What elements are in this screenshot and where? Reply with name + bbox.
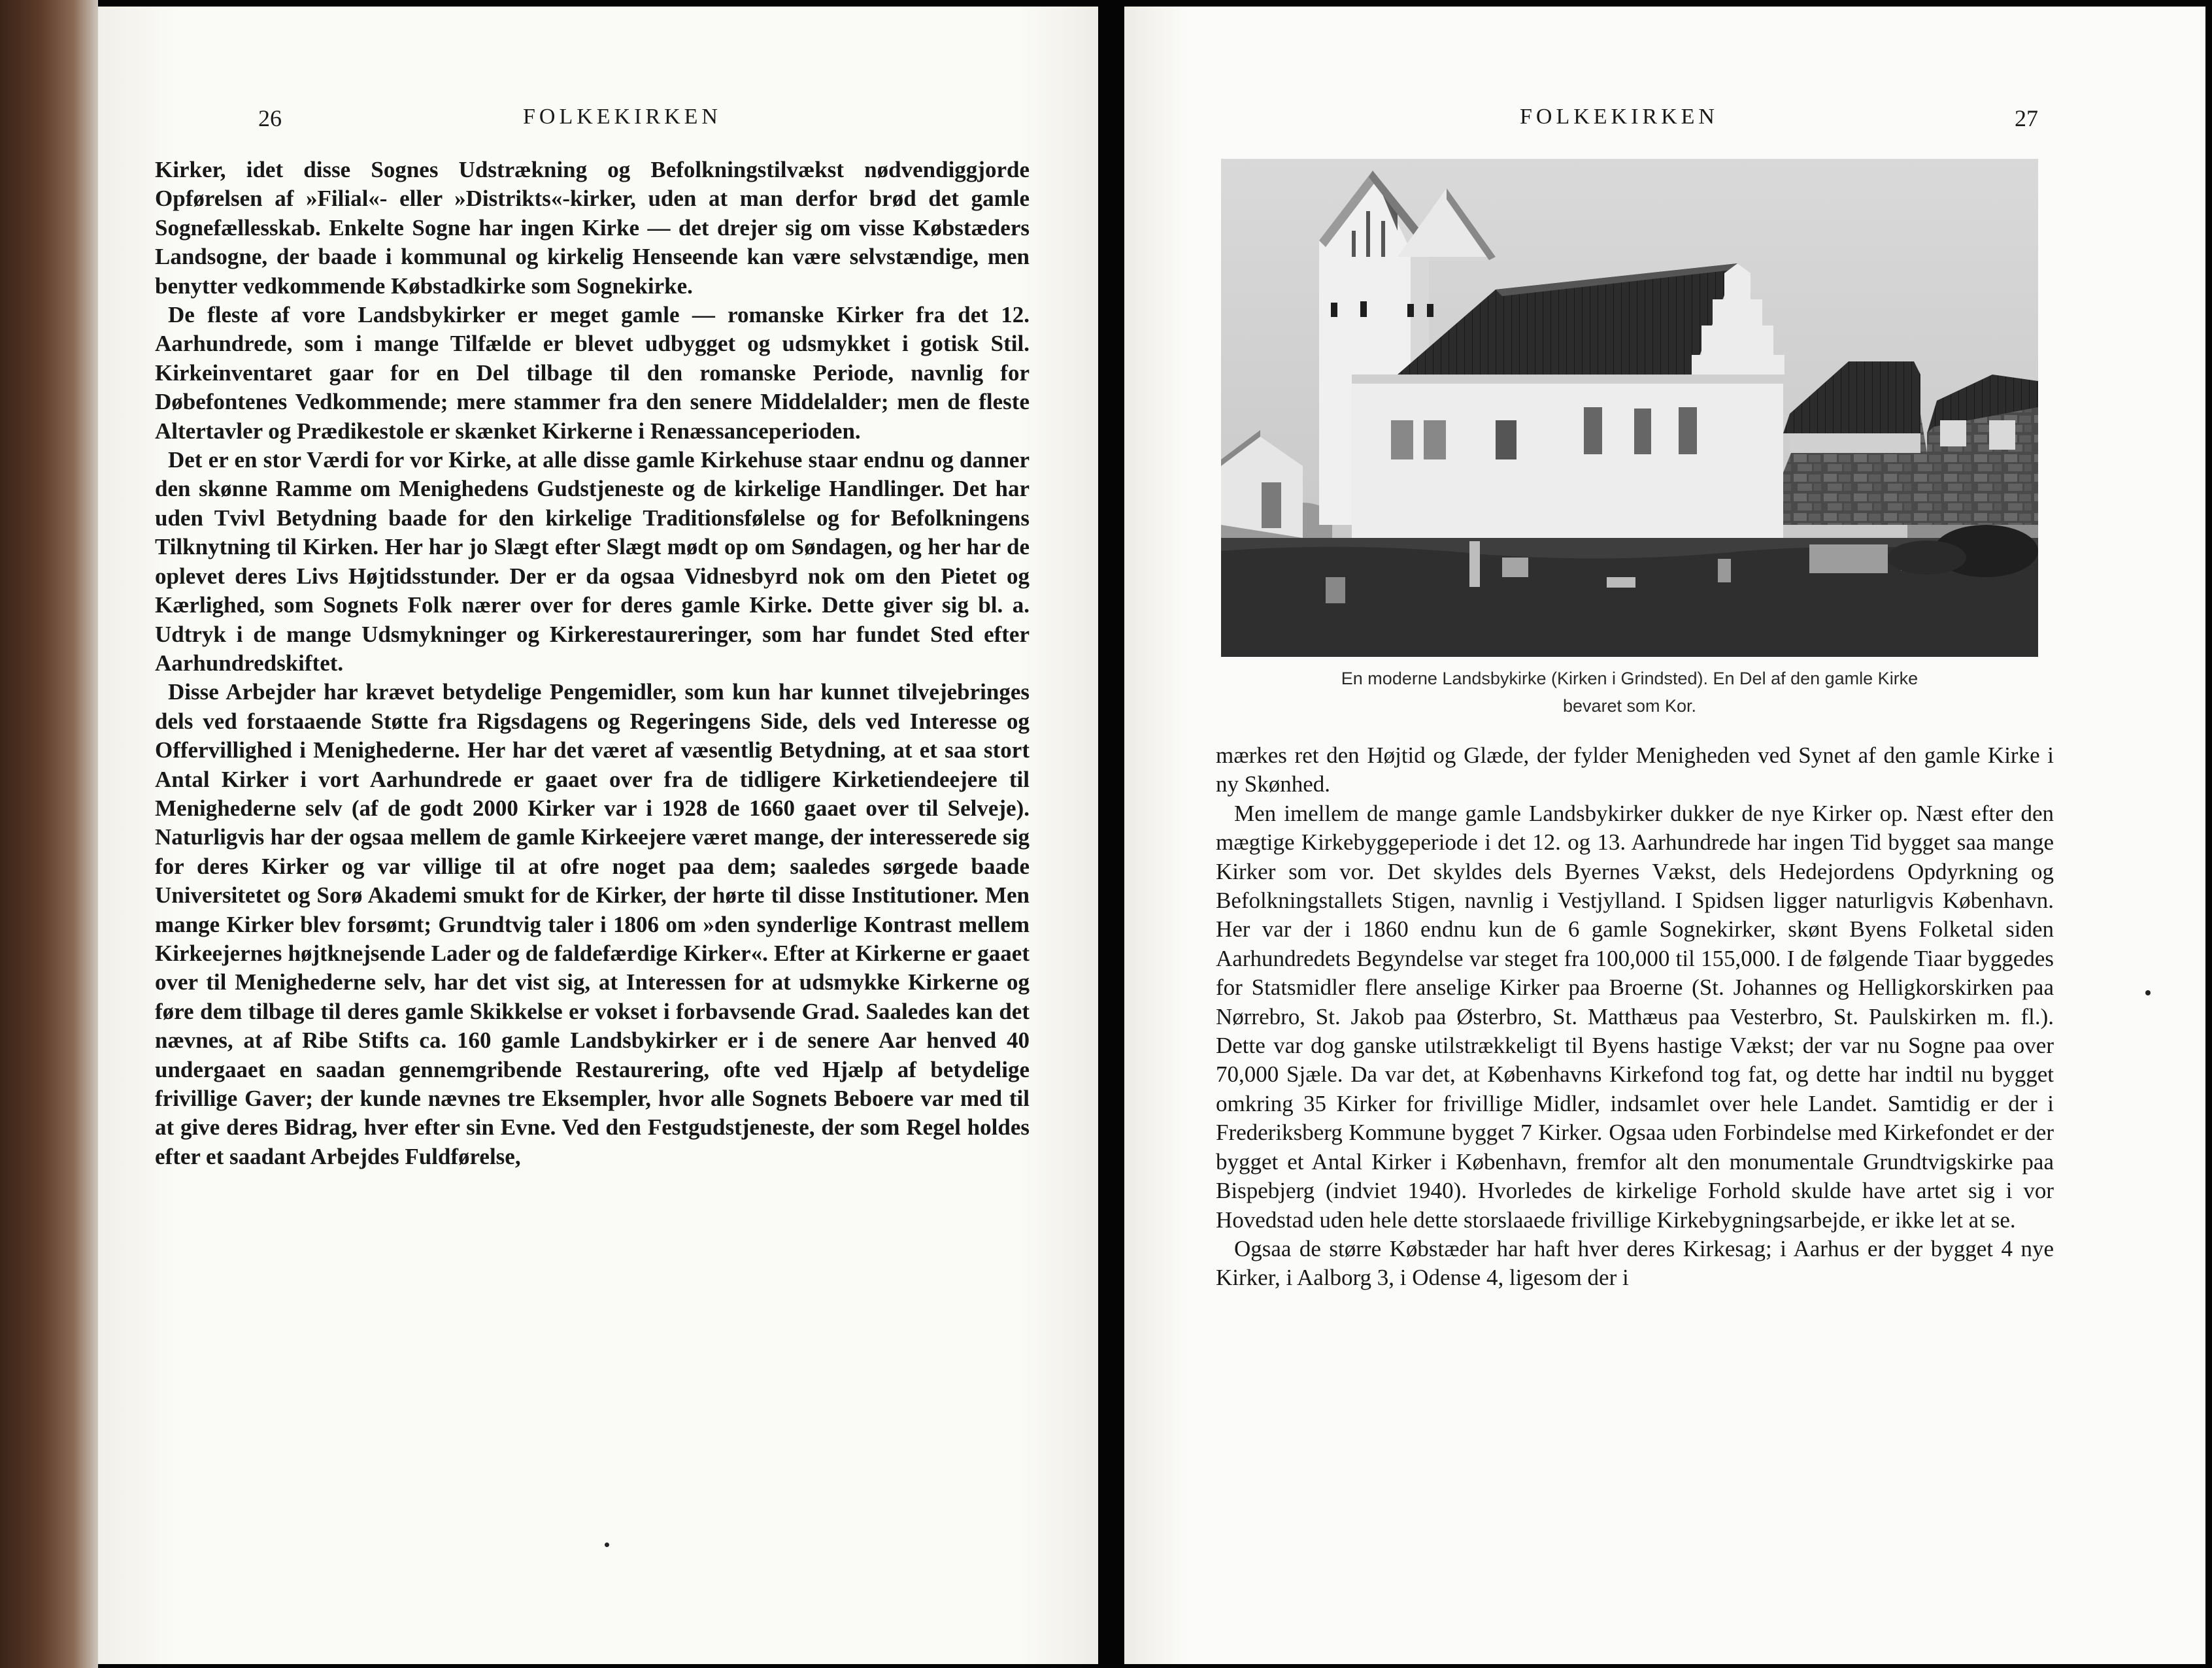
book-gutter: [1098, 0, 1124, 1668]
caption-line-2: bevaret som Kor.: [1562, 696, 1697, 716]
left-paragraph-1: Kirker, idet disse Sognes Udstrækning og Befolkningstilvækst nødvendiggjorde Opførelsen af »Filial«- eller »Distrikts«-kirker, uden at man derfor brød det gamle Sognefællesskab. Enkelte Sogne har ingen Kirke — det drejer sig om visse Købstæders Landsogne, der baade i kommunal og kirkelig Henseende kan være selvstændige, men benytter vedkommende Købstadkirke som Sognekirke.: [155, 157, 1030, 299]
church-illustration: [1221, 159, 2038, 657]
figure-caption: [1221, 665, 2038, 720]
right-paragraph-1: mærkes ret den Højtid og Glæde, der fylder Menigheden ved Synet af den gamle Kirke i ny Skønhed.: [1216, 742, 2054, 797]
caption-line-1: En moderne Landsbykirke (Kirken i Grindsted). En Del af den gamle Kirke: [1341, 669, 1919, 688]
left-paragraph-2: De fleste af vore Landsbykirker er meget gamle — romanske Kirker fra det 12. Aarhundrede, som i mange Tilfælde er blevet udbygget og udsmykket i gotisk Stil. Kirkeinventaret gaar for en Del tilbage til den romanske Periode, navnlig for Døbefontenes Vedkommende; mere stammer fra den senere Middelalder; men de fleste Altertavler og Prædikestole er skænket Kirkerne i Renæssanceperioden.: [155, 302, 1030, 444]
left-paragraph-4: Disse Arbejder har krævet betydelige Pengemidler, som kun har kunnet tilvejebringes dels ved forstaaende Støtte fra Rigsdagens og Regeringens Side, dels ved Interesse og Offervillighed i Menighederne. Her har det været af væsentlig Betydning, at et saa stort Antal Kirker i vort Aarhundrede er gaaet over fra de tidligere Kirketiendeejere til Menighederne selv (af de godt 2000 Kirker var i 1928 de 1660 gaaet over til Selveje). Naturligvis har der ogsaa mellem de gamle Kirkeejere været mange, der interesserede sig for deres Kirker og var villige til at ofre noget paa dem; saaledes sørgede baade Universitetet og Sorø Akademi smukt for de Kirker, der hørte til disse Institutioner. Men mange Kirker blev forsømt; Grundtvig taler i 1806 om »den synderlige Kontrast mellem Kirkeejernes højtknejsende Lader og de faldefærdige Kirker«. Efter at Kirkerne er gaaet over til Menighederne selv, har det vist sig, at Interessen for at udsmykke Kirkerne og føre dem tilbage til deres gamle Skikkelse er vokset i forbavsende Grad. Saaledes kan det nævnes, at af Ribe Stifts ca. 160 gamle Landsbykirker er i de senere Aar henved 40 undergaaet en saadan gennemgribende Restaurering, ofte ved Hjælp af betydelige frivillige Gaver; der kunde nævnes tre Eksempler, hvor alle Sognets Beboere var med til at give deres Bidrag, hver efter sin Evne. Ved den Festgudstjeneste, der som Regel holdes efter et saadant Arbejdes Fuldførelse,: [155, 679, 1030, 1169]
church-photograph: [1221, 159, 2038, 657]
left-running-head: FOLKEKIRKEN: [523, 105, 722, 129]
left-page-number: 26: [258, 105, 282, 131]
left-paragraph-3: Det er en stor Værdi for vor Kirke, at alle disse gamle Kirkehuse staar endnu og danner den skønne Ramme om Menighedens Gudstjeneste og de kirkelige Handlinger. Det har uden Tvivl Betydning baade for den kirkelige Traditionsfølelse og for Befolkningens Tilknytning til Kirken. Her har jo Slægt efter Slægt mødt op om Søndagen, og her har de oplevet deres Livs Højtidsstunder. Der er da ogsaa Vidnesbyrd nok om den Pietet og Kærlighed, som Sognets Folk nærer over for deres gamle Kirke. Dette giver sig bl. a. Udtryk i de mange Udsmykninger og Kirkerestaureringer, som har fundet Sted efter Aarhundredskiftet.: [155, 447, 1030, 676]
right-paragraph-2: Men imellem de mange gamle Landsbykirker dukker de nye Kirker op. Næst efter den mægtige Kirkebyggeperiode i det 12. og 13. Aarhundrede har ingen Tid bygget saa mange Kirker som vor. Det skyldes dels Byernes Vækst, dels Hedejordens Opdyrkning og Befolkningstallets Stigen, navnlig i Vestjylland. I Spidsen ligger naturligvis København. Her var der i 1860 endnu kun de 6 gamle Sognekirker, skønt Byens Folketal siden Aarhundredets Begyndelse var steget fra 100,000 til 155,000. I de følgende Tiaar byggedes for Statsmidler flere anselige Kirker paa Broerne (St. Johannes og Helligkorskirken paa Nørrebro, St. Jakob paa Østerbro, St. Matthæus paa Vesterbro, St. Paulskirken m. fl.). Dette var dog ganske utilstrækkeligt til Byens hastige Vækst; der var nu Sogne paa over 70,000 Sjæle. Da var det, at Københavns Kirkefond tog fat, og dette har indtil nu bygget omkring 35 Kirker for frivillige Midler, indsamlet over hele Landet. Samtidig er der i Frederiksberg Kommune bygget 7 Kirker. Ogsaa uden Forbindelse med Kirkefondet er der bygget et Antal Kirker i København, fremfor alt den monumentale Grundtvigskirke paa Bispebjerg (indviet 1940). Hvorledes de kirkelige Forhold skulde have artet sig i vor Hovedstad uden hele dette storslaaede frivillige Kirkebygningsarbejde, er ikke let at se.: [1216, 800, 2054, 1233]
right-page-number: 27: [2015, 105, 2038, 131]
left-body-text: [155, 156, 1030, 1171]
right-running-head: FOLKEKIRKEN: [1520, 105, 1718, 129]
right-body-text: [1216, 741, 2054, 1293]
book-spine-edge: [0, 0, 98, 1668]
right-paragraph-3: Ogsaa de større Købstæder har haft hver deres Kirkesag; i Aarhus er der bygget 4 nye Kirker, i Aalborg 3, i Odense 4, ligesom der i: [1216, 1235, 2054, 1291]
page-speck-right: [2145, 990, 2151, 995]
page-speck: [605, 1543, 609, 1547]
